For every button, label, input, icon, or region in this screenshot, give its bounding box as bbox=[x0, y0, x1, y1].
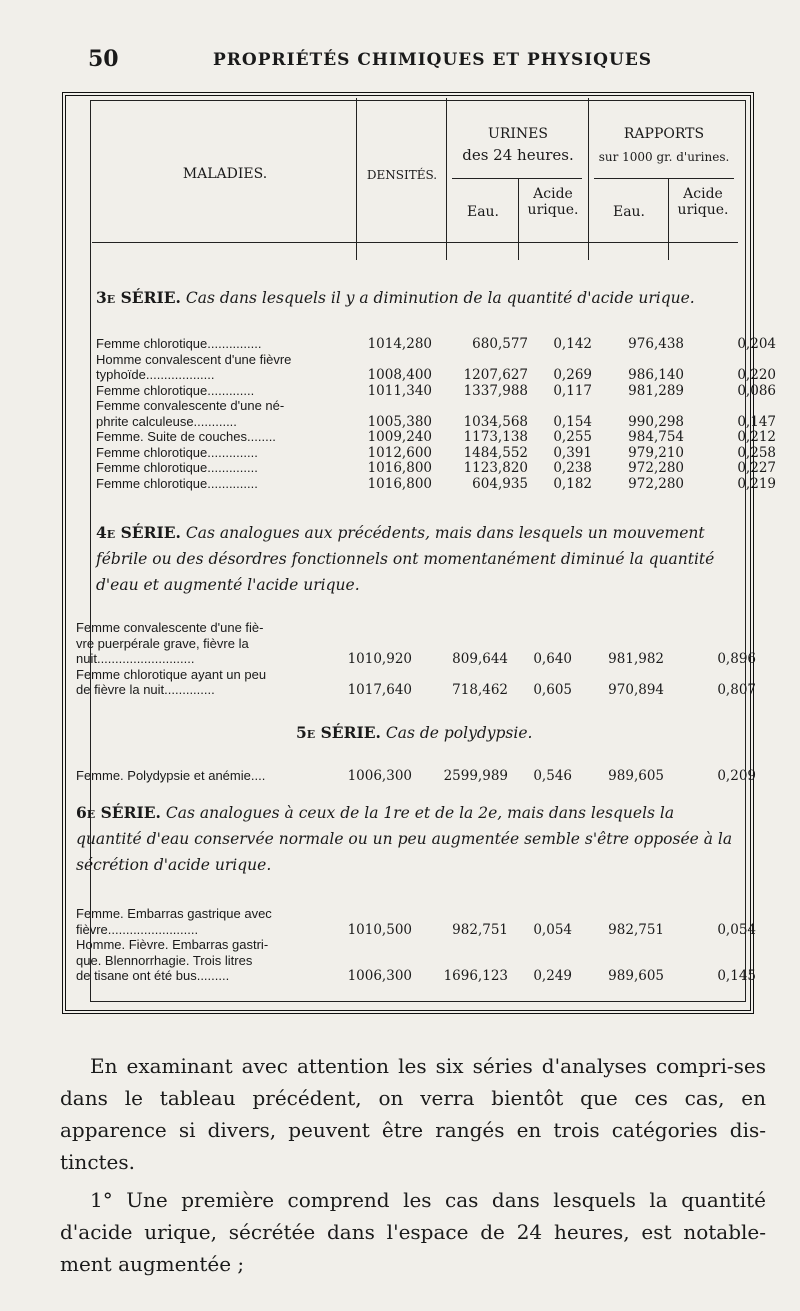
table-row bbox=[96, 444, 776, 461]
table-row bbox=[76, 768, 756, 784]
uric-acid-cell: 0,605 bbox=[533, 682, 572, 698]
table-row bbox=[76, 906, 748, 922]
uric-acid-cell: 0,391 bbox=[553, 444, 592, 461]
water-cell: 1484,552 bbox=[463, 444, 528, 461]
series-label: 4e SÉRIE. bbox=[96, 523, 181, 542]
water-ratio-cell: 989,605 bbox=[608, 768, 664, 784]
col-header-eau: Eau. bbox=[466, 204, 500, 220]
density-cell: 1016,800 bbox=[367, 460, 432, 476]
brace-rule bbox=[594, 178, 734, 179]
col-header-urines: URINES bbox=[488, 126, 548, 142]
row-name: Femme. Embarras gastrique avec bbox=[76, 906, 272, 921]
density-cell: 1006,300 bbox=[347, 768, 412, 784]
water-cell: 604,935 bbox=[472, 475, 528, 492]
table-row bbox=[76, 620, 748, 636]
table-row bbox=[76, 968, 756, 984]
series-label: 5e SÉRIE. bbox=[296, 723, 381, 742]
uric-ratio-cell: 0,145 bbox=[717, 968, 756, 984]
row-name: Femme. Polydypsie et anémie.... bbox=[76, 768, 266, 783]
uric-ratio-cell: 0,258 bbox=[737, 444, 776, 461]
density-cell: 1017,640 bbox=[347, 682, 412, 698]
row-name: Femme chlorotique ayant un peu bbox=[76, 666, 267, 682]
series-heading bbox=[76, 800, 740, 878]
uric-ratio-cell: 0,212 bbox=[737, 429, 776, 445]
uric-acid-cell: 0,249 bbox=[533, 968, 572, 984]
table-row bbox=[96, 352, 748, 368]
water-ratio-cell: 972,280 bbox=[628, 460, 684, 476]
row-name: de tisane ont été bus......... bbox=[76, 968, 230, 983]
table-row bbox=[76, 667, 748, 683]
table-row bbox=[96, 475, 776, 492]
density-cell: 1014,280 bbox=[367, 336, 432, 352]
table-row bbox=[76, 651, 756, 667]
body-text bbox=[60, 1050, 766, 1280]
col-divider bbox=[588, 98, 589, 260]
water-ratio-cell: 970,894 bbox=[608, 682, 664, 698]
row-name: Homme convalescent d'une fièvre bbox=[96, 351, 292, 367]
uric-acid-cell: 0,054 bbox=[533, 921, 572, 938]
water-cell: 982,751 bbox=[452, 921, 508, 938]
col-header-acide-ratio: Acide urique. bbox=[677, 186, 729, 218]
row-name: Femme chlorotique.............. bbox=[96, 444, 258, 460]
col-divider bbox=[518, 178, 519, 260]
col-header-acide: Acide urique. bbox=[527, 186, 579, 218]
series-heading bbox=[296, 720, 716, 746]
col-divider bbox=[668, 178, 669, 260]
table-row bbox=[96, 367, 776, 383]
water-cell: 1034,568 bbox=[463, 413, 528, 430]
table-row bbox=[96, 429, 776, 445]
uric-acid-cell: 0,182 bbox=[553, 475, 592, 492]
row-name: que. Blennorrhagie. Trois litres bbox=[76, 952, 253, 968]
water-ratio-cell: 989,605 bbox=[608, 968, 664, 984]
table-row bbox=[76, 953, 748, 969]
water-cell: 1207,627 bbox=[463, 367, 528, 383]
water-cell: 809,644 bbox=[452, 651, 508, 667]
water-ratio-cell: 972,280 bbox=[628, 475, 684, 492]
density-cell: 1016,800 bbox=[367, 475, 432, 492]
row-name: fièvre......................... bbox=[76, 921, 199, 937]
uric-ratio-cell: 0,147 bbox=[737, 413, 776, 430]
col-header-rapports: RAPPORTS bbox=[623, 126, 705, 142]
row-name: Homme. Fièvre. Embarras gastri- bbox=[76, 937, 269, 952]
density-cell: 1012,600 bbox=[367, 444, 432, 461]
paragraph: 1° Une première comprend les cas dans lesquels la quantité d'acide urique, sécrétée dans l'espace de 24 heures, est notable-ment augmentée ; bbox=[60, 1188, 766, 1276]
table-row bbox=[96, 336, 776, 352]
uric-acid-cell: 0,142 bbox=[553, 336, 592, 352]
water-cell: 1123,820 bbox=[463, 460, 528, 476]
uric-ratio-cell: 0,807 bbox=[717, 682, 756, 698]
density-cell: 1009,240 bbox=[367, 429, 432, 445]
density-cell: 1008,400 bbox=[367, 367, 432, 383]
water-ratio-cell: 976,438 bbox=[628, 336, 684, 352]
water-ratio-cell: 986,140 bbox=[628, 367, 684, 383]
col-header-eau-ratio: Eau. bbox=[612, 204, 646, 220]
uric-acid-cell: 0,238 bbox=[553, 460, 592, 476]
row-name: Femme chlorotique............... bbox=[96, 336, 262, 351]
uric-ratio-cell: 0,227 bbox=[737, 460, 776, 476]
uric-ratio-cell: 0,220 bbox=[737, 367, 776, 383]
series-label: 6e SÉRIE. bbox=[76, 803, 161, 822]
row-name: typhoïde................... bbox=[96, 367, 215, 382]
col-header-maladies: MALADIES. bbox=[182, 166, 268, 182]
density-cell: 1010,500 bbox=[347, 921, 412, 938]
table-row bbox=[76, 937, 748, 953]
uric-ratio-cell: 0,219 bbox=[737, 475, 776, 492]
uric-acid-cell: 0,546 bbox=[533, 768, 572, 784]
water-cell: 680,577 bbox=[472, 336, 528, 352]
water-ratio-cell: 981,982 bbox=[608, 651, 664, 667]
water-ratio-cell: 981,289 bbox=[628, 382, 684, 399]
uric-acid-cell: 0,269 bbox=[553, 367, 592, 383]
col-divider bbox=[446, 98, 447, 260]
row-name: Femme convalescente d'une né- bbox=[96, 398, 285, 413]
density-cell: 1006,300 bbox=[347, 968, 412, 984]
series-text: Cas dans lesquels il y a diminution de la quantité d'acide urique. bbox=[185, 289, 695, 307]
table-row bbox=[96, 398, 748, 414]
row-name: phrite calculeuse............ bbox=[96, 413, 237, 429]
density-cell: 1011,340 bbox=[367, 382, 432, 399]
water-cell: 718,462 bbox=[452, 682, 508, 698]
paragraph: En examinant avec attention les six séries d'analyses compri-ses dans le tableau précédent, on verra bientôt que ces cas, en apparence si divers, peuvent être rangés en trois catégories dis-tinctes. bbox=[60, 1054, 766, 1174]
col-header-urines-sub: des 24 heures. bbox=[462, 146, 574, 164]
row-name: nuit........................... bbox=[76, 651, 195, 666]
uric-acid-cell: 0,154 bbox=[553, 413, 592, 430]
table-row bbox=[96, 413, 776, 430]
uric-ratio-cell: 0,204 bbox=[737, 336, 776, 352]
table-row bbox=[76, 636, 748, 652]
uric-ratio-cell: 0,086 bbox=[737, 382, 776, 399]
series-heading bbox=[96, 285, 736, 311]
water-ratio-cell: 982,751 bbox=[608, 921, 664, 938]
water-ratio-cell: 984,754 bbox=[628, 429, 684, 445]
row-name: Femme convalescente d'une fiè- bbox=[76, 620, 264, 635]
uric-acid-cell: 0,117 bbox=[553, 382, 592, 399]
uric-acid-cell: 0,640 bbox=[533, 651, 572, 667]
density-cell: 1010,920 bbox=[347, 651, 412, 667]
water-cell: 1173,138 bbox=[463, 429, 528, 445]
row-name: Femme chlorotique............. bbox=[96, 382, 255, 398]
water-cell: 1696,123 bbox=[443, 968, 508, 984]
row-name: Femme chlorotique.............. bbox=[96, 475, 258, 491]
col-header-densites: DENSITÉS. bbox=[366, 168, 438, 182]
water-ratio-cell: 990,298 bbox=[628, 413, 684, 430]
row-name: Femme. Suite de couches........ bbox=[96, 429, 276, 444]
brace-rule bbox=[452, 178, 582, 179]
uric-ratio-cell: 0,054 bbox=[717, 921, 756, 938]
series-heading bbox=[96, 520, 738, 598]
table-row bbox=[76, 682, 756, 698]
table-row bbox=[96, 382, 776, 399]
col-header-rapports-sub: sur 1000 gr. d'urines. bbox=[598, 150, 730, 164]
series-label: 3e SÉRIE. bbox=[96, 288, 181, 307]
running-title: PROPRIÉTÉS CHIMIQUES ET PHYSIQUES bbox=[213, 50, 653, 70]
row-name: Femme chlorotique.............. bbox=[96, 460, 258, 475]
header-rule bbox=[92, 242, 738, 243]
page-number: 50 bbox=[88, 46, 119, 72]
row-name: vre puerpérale grave, fièvre la bbox=[76, 635, 249, 651]
water-cell: 1337,988 bbox=[463, 382, 528, 399]
series-text: Cas de polydypsie. bbox=[385, 724, 533, 742]
uric-ratio-cell: 0,209 bbox=[717, 768, 756, 784]
table-row bbox=[96, 460, 776, 476]
series-text: Cas analogues à ceux de la 1re et de la 2e, mais dans lesquels la quantité d'eau conservée normale ou un peu augmentée semble s'être opposée à la sécrétion d'acide urique. bbox=[76, 804, 733, 874]
table-row bbox=[76, 921, 756, 938]
water-ratio-cell: 979,210 bbox=[628, 444, 684, 461]
series-text: Cas analogues aux précédents, mais dans lesquels un mouvement fébrile ou des désordres fonctionnels ont momentanément diminué la quantité d'eau et augmenté l'acide urique. bbox=[96, 524, 715, 594]
row-name: de fièvre la nuit.............. bbox=[76, 682, 215, 697]
density-cell: 1005,380 bbox=[367, 413, 432, 430]
water-cell: 2599,989 bbox=[443, 768, 508, 784]
col-divider bbox=[356, 98, 357, 260]
uric-acid-cell: 0,255 bbox=[553, 429, 592, 445]
uric-ratio-cell: 0,896 bbox=[717, 651, 756, 667]
